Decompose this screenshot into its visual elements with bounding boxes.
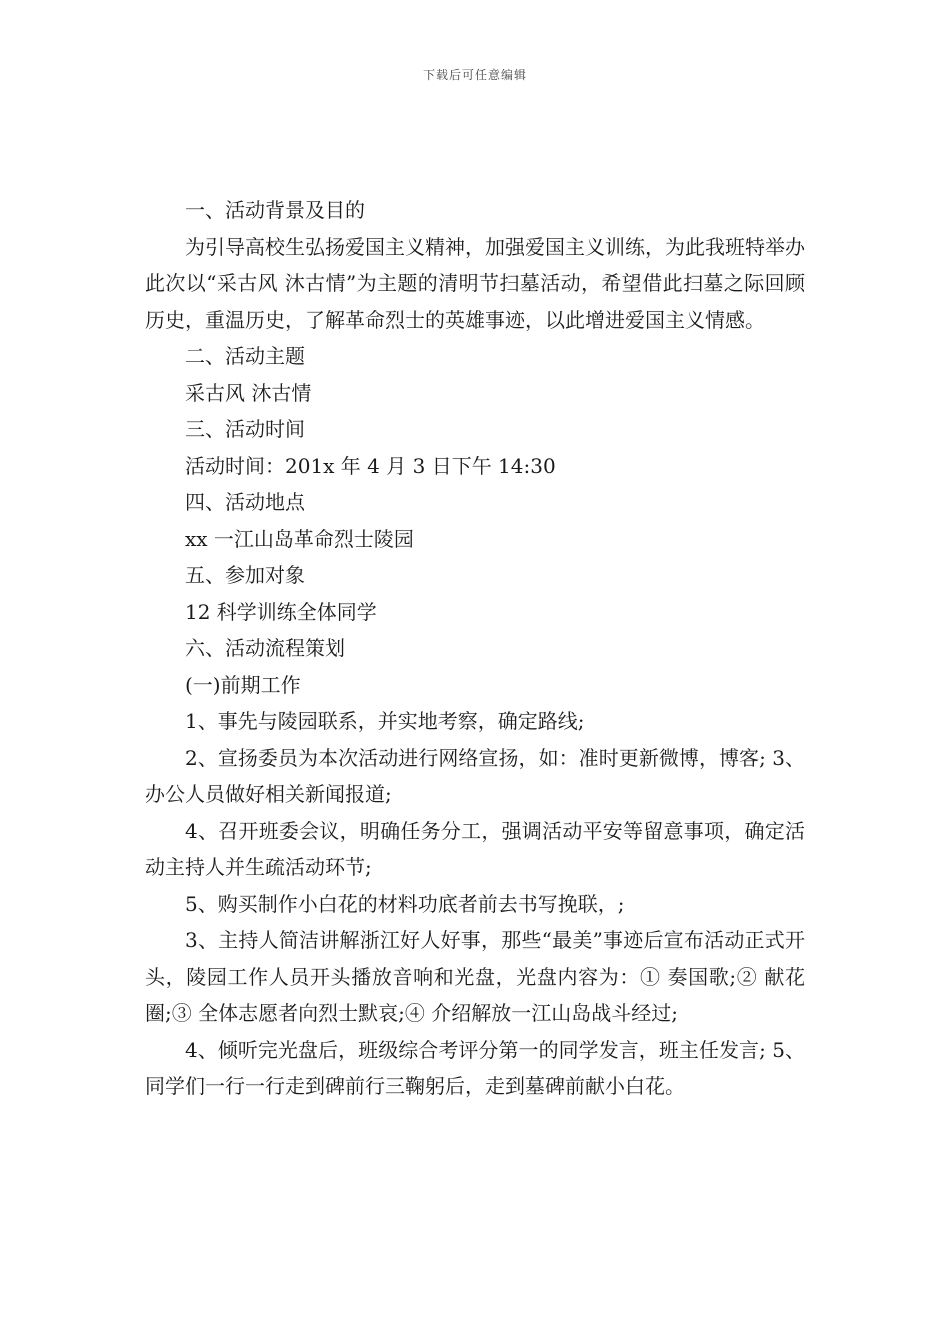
list-item: 1、事先与陵园联系，并实地考察，确定路线; — [185, 709, 585, 733]
list-item: 5、购买制作小白花的材料功底者前去书写挽联，; — [185, 891, 625, 916]
section-heading-time: 三、活动时间 — [185, 417, 305, 441]
document-body — [145, 192, 805, 1105]
paragraph-theme: 采古风 沐古情 — [185, 380, 312, 405]
list-item: 4、倾听完光盘后，班级综合考评分第一的同学发言，班主任发言; 5、同学们一行一行走到碑前行三鞠躬后，走到墓碑前献小白花。 — [145, 1037, 805, 1098]
paragraph-participants: 12 科学训练全体同学 — [185, 599, 377, 624]
page-header: 下载后可任意编辑 — [422, 68, 527, 82]
paragraph-background: 为引导高校生弘扬爱国主义精神，加强爱国主义训练，为此我班特举办此次以“采古风 沐古情”为主题的清明节扫墓活动，希望借此扫墓之际回顾历史，重温历史，了解革命烈士的英雄事迹，以此增进爱国主义情感。 — [145, 234, 805, 332]
paragraph-location: xx 一江山岛革命烈士陵园 — [185, 526, 414, 551]
list-item: 2、宣扬委员为本次活动进行网络宣扬，如：准时更新微博，博客; 3、办公人员做好相关新闻报道; — [145, 745, 805, 806]
list-item: 3、主持人简洁讲解浙江好人好事，那些“最美”事迹后宣布活动正式开头，陵园工作人员开头播放音响和光盘，光盘内容为：① 奏国歌;② 献花圈;③ 全体志愿者向烈士默哀;④ 介绍解放一江山岛战斗经过; — [145, 928, 805, 1025]
section-heading-location: 四、活动地点 — [185, 490, 305, 514]
paragraph-time: 活动时间：201x 年 4 月 3 日下午 14:30 — [185, 453, 556, 478]
section-heading-process: 六、活动流程策划 — [185, 636, 345, 660]
list-item: 4、召开班委会议，明确任务分工，强调活动平安等留意事项，确定活动主持人并生疏活动环节; — [145, 818, 805, 879]
section-heading-background: 一、活动背景及目的 — [185, 198, 365, 222]
subsection-heading-prework: (一)前期工作 — [185, 672, 301, 697]
section-heading-participants: 五、参加对象 — [185, 563, 305, 587]
section-heading-theme: 二、活动主题 — [185, 344, 305, 368]
